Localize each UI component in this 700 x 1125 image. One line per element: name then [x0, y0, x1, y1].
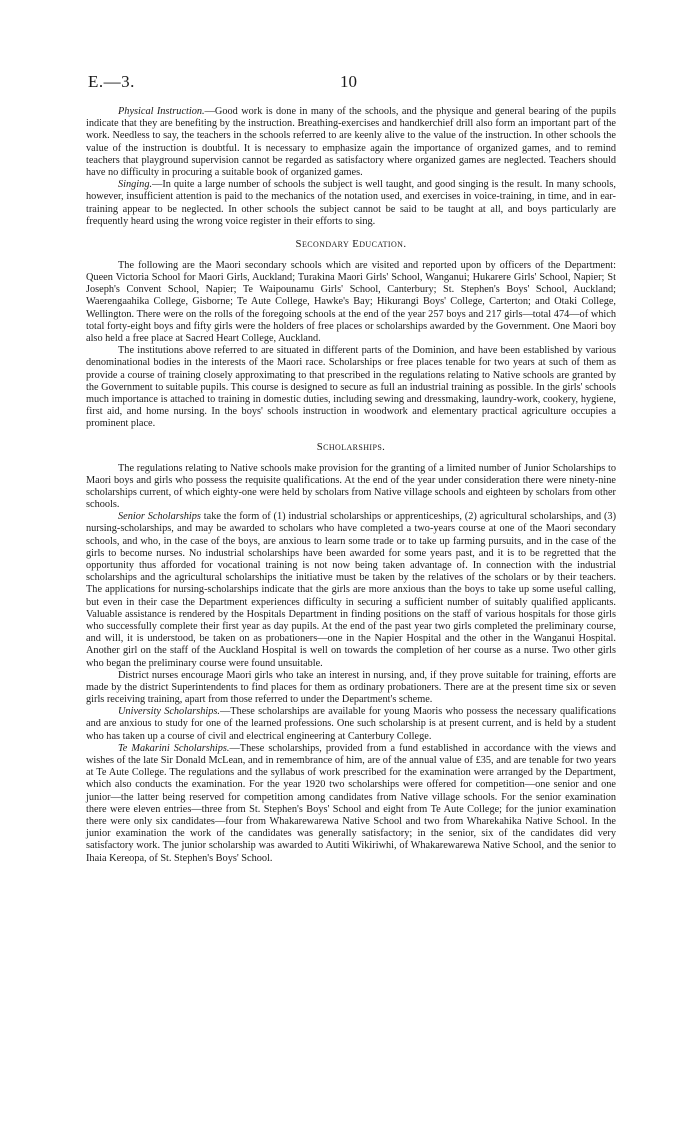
section-heading-scholarships: Scholarships. [316, 440, 386, 453]
run-in-heading: Singing. [118, 179, 153, 191]
paragraph-te-makarini-scholarships [86, 743, 616, 865]
run-in-heading: Senior Scholarships [118, 511, 201, 523]
paragraph: The institutions above referred to are situated in different parts of the Dominion, and have been established by various denominational bodies in the interests of the Maori race. Scholarships or free places tenable for two years at such of them as provide a course of training closely approximating to that prescribed in the regulations relating to Native schools are granted by the Government to suitable pupils. This course is designed to secure as full an industrial training as possible. In the girls' schools much importance is attached to training in domestic duties, including sewing and dressmaking, laundry-work, cookery, hygiene, first aid, and home nursing. In the boys' schools instruction in woodwork and elementary practical agriculture occupies a prominent place. [86, 345, 616, 430]
run-in-heading: University Scholarships. [118, 706, 220, 718]
page-header [0, 72, 700, 92]
paragraph: The regulations relating to Native schools make provision for the granting of a limited number of Junior Scholarships to Maori boys and girls who possess the requisite qualifications. At the end of the year under consideration there were ninety-nine scholarships current, of which eighty-one were held by scholars from Native village schools and eighteen by scholars from other schools. [86, 462, 616, 511]
paragraph: The following are the Maori secondary schools which are visited and reported upon by officers of the Department: Queen Victoria School for Maori Girls, Auckland; Turakina Maori Girls' School, Wanganui; Hukarere Girls' School, Napier; St Joseph's Convent School, Napier; Te Waipounamu Girls' School, Canterbury; St. Stephen's Boys' School, Auckland; Waerengaahika College, Gisborne; Te Aute College, Hawke's Bay; Hikurangi Boys' College, Carterton; and Otaki College, Wellington. There were on the rolls of the foregoing schools at the end of the year 257 boys and 217 girls—total 474—of which total forty-eight boys and fifty girls were the holders of free places or scholarships awarded by the Government. One Maori boy also held a free place at Sacred Heart College, Auckland. [86, 259, 616, 344]
document-body [86, 106, 616, 865]
paragraph-university-scholarships [86, 706, 616, 743]
paragraph-singing [86, 179, 616, 228]
paragraph: District nurses encourage Maori girls who take an interest in nursing, and, if they prove suitable for training, efforts are made by the district Superintendents to find places for them as ordinary probationers. There are at the present time six or seven girls receiving training, apart from those referred to under the Department's scheme. [86, 669, 616, 706]
page-number: 10 [340, 72, 357, 91]
paragraph-text: —These scholarships, provided from a fund established in accordance with the views and wishes of the late Sir Donald McLean, and in remembrance of him, are of the annual value of £35, and are tenable for two years at Te Aute College. The regulations and the syllabus of work prescribed for the examination were arranged by the Department, which also conducts the examination. For the year 1920 two scholarships were offered for competition—one senior and one junior—the latter being reserved for competition among candidates from Native village schools. For the senior examination there were eleven entries—three from St. Stephen's Boys' School and eight from Te Aute College; for the junior examination there were only six candidates—four from Whakarewarewa Native School and two from Wharekahika Native School. In the junior examination the work of the candidates was generally satisfactory; in the senior, six of the candidates did very satisfactory work. The junior scholarship was awarded to Autiti Wikiriwhi, of Whakarewarewa Native School, and the senior to Ihaia Kereopa, of St. Stephen's Boys' School. [86, 742, 616, 864]
run-in-heading: Physical Instruction. [118, 106, 205, 117]
paragraph-text: take the form of (1) industrial scholarships or apprenticeships, (2) agricultural scholarships, and (3) nursing-scholarships, and may be awarded to scholars who have completed a two-years course at one of the Maori secondary schools, and who, in the case of the boys, are anxious to learn some trade or to take up farming pursuits, and in the case of the girls to become nurses. No industrial scholarships have been awarded for some years past, and it is to be regretted that the opportunity thus afforded for vocational training is not now being taken advantage of. In connection with the industrial scholarships and the agricultural scholarships the initiative must be taken by the relatives of the scholars or by their teachers. The applications for nursing-scholarships indicate that the girls are more anxious than the boys to take up some useful calling, but even in their case the Department experiences difficulty in securing a sufficient number of suitably qualified applicants. Valuable assistance is rendered by the Hospitals Department in finding positions on the staff of various hospitals for those girls who successfully complete their first year as day pupils. At the end of the past year two girls completed the preliminary course, and will, it is understood, be taken on as probationers—one in the Napier Hospital and the other in the Wanganui Hospital. Another girl on the staff of the Auckland Hospital is well on towards the completion of her course as a nurse. Two other girls who began the preliminary course were found unsuitable. [86, 511, 617, 669]
document-reference: E.—3. [88, 72, 135, 91]
paragraph-text: —In quite a large number of schools the subject is well taught, and good singing is the result. In many schools, however, insufficient attention is paid to the mechanics of the notation used, and exercises in voice-training, in time, and in ear-training appear to be neglected. In other schools the subject cannot be said to be taught at all, and boys particularly are frequently heard using the wrong voice register in their efforts to sing. [86, 179, 616, 227]
paragraph-text: —Good work is done in many of the schools, and the physique and general bearing of the pupils indicate that they are benefiting by the instruction. Breathing-exercises and handkerchief drill also form an important part of the work. Needless to say, the teachers in the schools referred to are keenly alive to the value of the instruction. In other schools the value of the instruction is doubtful. It is necessary to emphasize again the importance of organized games, and to remind teachers that playground supervision cannot be regarded as satisfactory where organized games are neglected. Teachers should have no difficulty in procuring a suitable book of organized games. [86, 106, 617, 178]
paragraph-text: —These scholarships are available for young Maoris who possess the necessary qualifications and are anxious to study for one of the learned professions. One such scholarship is at present current, and is held by a student who has taken up a course of civil and electrical engineering at Canterbury College. [86, 706, 617, 742]
paragraph-senior-scholarships [86, 511, 616, 669]
run-in-heading: Te Makarini Scholarships. [118, 742, 230, 754]
section-heading-secondary-education: Secondary Education. [295, 237, 407, 250]
paragraph-physical-instruction [86, 106, 616, 179]
